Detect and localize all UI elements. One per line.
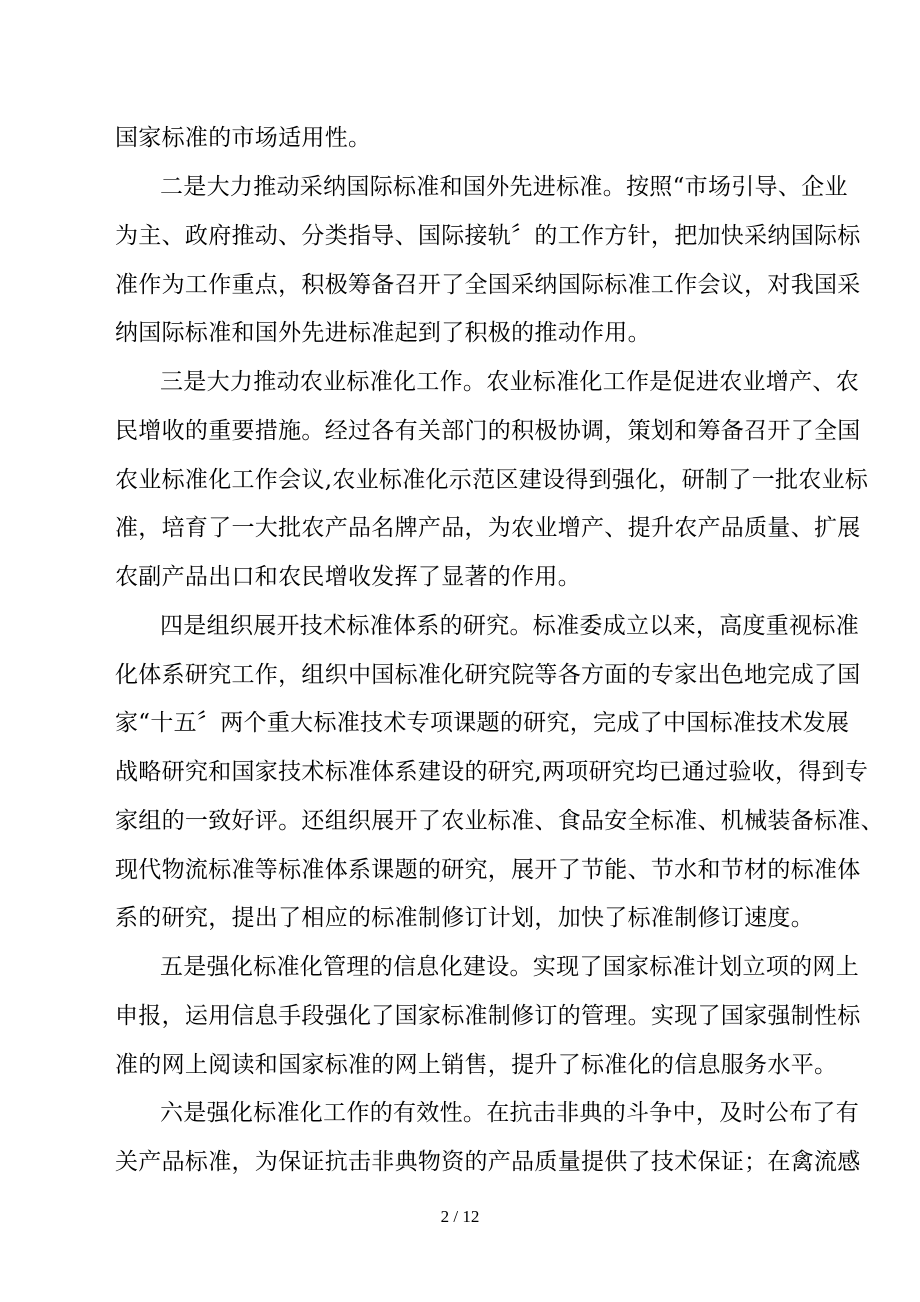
page-number: 2 / 12 (440, 1207, 480, 1226)
text-line: 家组的一致好评。还组织展开了农业标准、食品安全标准、机械装备标准、 (115, 808, 884, 834)
text-line: 六是强化标准化工作的有效性。在抗击非典的斗争中，及时公布了有 (160, 1100, 859, 1126)
text-line: 准，培育了一大批农产品名牌产品，为农业增产、提升农产品质量、扩展 (115, 515, 861, 541)
text-line: 准的网上阅读和国家标准的网上销售，提升了标准化的信息服务水平。 (115, 1052, 838, 1078)
text-line: 民增收的重要措施。经过各有关部门的积极协调，策划和筹备召开了全国 (115, 418, 861, 444)
text-line: 农副产品出口和农民增收发挥了显著的作用。 (115, 564, 581, 590)
text-line: 关产品标准，为保证抗击非典物资的产品质量提供了技术保证；在禽流感 (115, 1149, 861, 1175)
text-line: 家“十五〞两个重大标准技术专项课题的研究，完成了中国标准技术发展 (115, 710, 850, 736)
text-line: 国家标准的市场适用性。 (115, 125, 372, 151)
text-line: 系的研究，提出了相应的标准制修订计划，加快了标准制修订速度。 (115, 905, 814, 931)
text-line: 化体系研究工作，组织中国标准化研究院等各方面的专家出色地完成了国 (115, 662, 861, 688)
text-line: 现代物流标准等标准体系课题的研究，展开了节能、节水和节材的标准体 (115, 857, 861, 883)
text-line: 三是大力推动农业标准化工作。农业标准化工作是促进农业增产、农 (160, 369, 859, 395)
text-line: 四是组织展开技术标准体系的研究。标准委成立以来，高度重视标准 (160, 613, 859, 639)
text-line: 五是强化标准化管理的信息化建设。实现了国家标准计划立项的网上 (160, 954, 859, 980)
text-line: 纳国际标准和国外先进标准起到了积极的推动作用。 (115, 320, 651, 346)
text-line: 准作为工作重点，积极筹备召开了全国采纳国际标准工作会议，对我国采 (115, 272, 861, 298)
text-line: 二是大力推动采纳国际标准和国外先进标准。按照“市场引导、企业 (160, 174, 848, 200)
text-line: 申报，运用信息手段强化了国家标准制修订的管理。实现了国家强制性标 (115, 1003, 861, 1029)
text-line: 农业标准化工作会议,农业标准化示范区建设得到强化，研制了一批农业标 (115, 467, 869, 493)
text-line: 战略研究和国家技术标准体系建设的研究,两项研究均已通过验收，得到专 (115, 759, 869, 785)
text-line: 为主、政府推动、分类指导、国际接轨〞的工作方针，把加快采纳国际标 (115, 223, 861, 249)
